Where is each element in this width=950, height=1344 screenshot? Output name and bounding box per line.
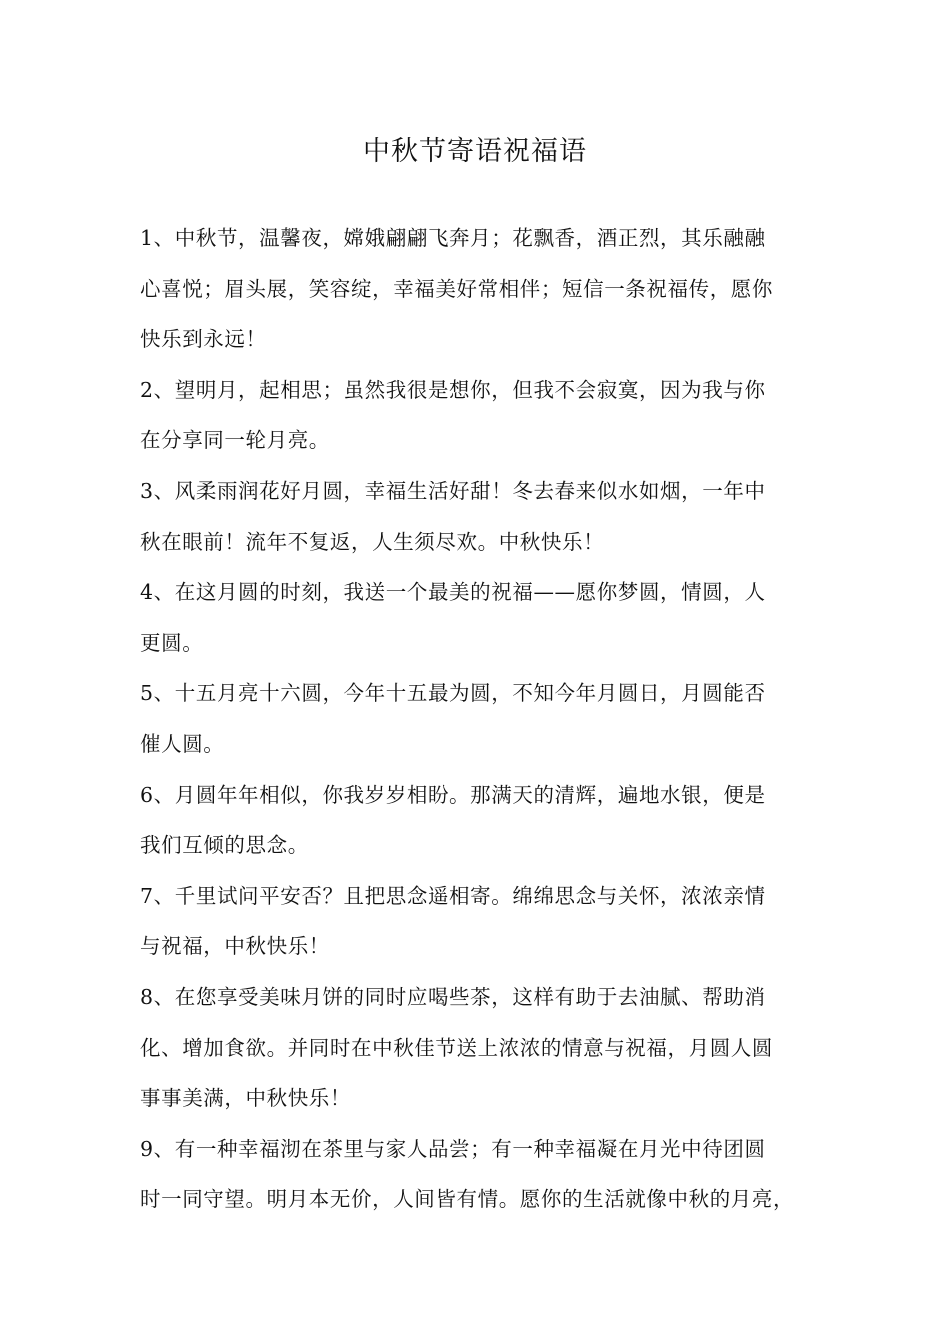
document-title: 中秋节寄语祝福语 [363,136,587,167]
paragraph-7: 7、千里试问平安否？且把思念遥相寄。绵绵思念与关怀，浓浓亲情 与祝福，中秋快乐！ [140,883,766,959]
paragraph-5: 5、十五月亮十六圆，今年十五最为圆，不知今年月圆日，月圆能否 催人圆。 [140,681,766,756]
paragraph-3: 3、风柔雨润花好月圆，幸福生活好甜！冬去春来似水如烟，一年中 秋在眼前！流年不复返，人生须尽欢。中秋快乐！ [140,478,766,554]
paragraph-8: 8、在您享受美味月饼的同时应喝些茶，这样有助于去油腻、帮助消 化、增加食欲。并同时在中秋佳节送上浓浓的情意与祝福，月圆人圆 事事美满，中秋快乐！ [140,984,773,1111]
paragraph-6: 6、月圆年年相似，你我岁岁相盼。那满天的清辉，遍地水银，便是 我们互倾的思念。 [140,782,766,858]
paragraph-1: 1、中秋节，温馨夜，嫦娥翩翩飞奔月；花飘香，酒正烈，其乐融融 心喜悦；眉头展，笑容绽，幸福美好常相伴；短信一条祝福传，愿你 快乐到永远！ [140,226,773,352]
document-body [140,213,830,1225]
paragraph-2: 2、望明月，起相思；虽然我很是想你，但我不会寂寞，因为我与你 在分享同一轮月亮。 [140,377,766,453]
paragraph-4: 4、在这月圆的时刻，我送一个最美的祝福——愿你梦圆，情圆，人 更圆。 [140,580,766,655]
paragraph-9: 9、有一种幸福沏在茶里与家人品尝；有一种幸福凝在月光中待团圆 时一同守望。明月本无价，人间皆有情。愿你的生活就像中秋的月亮， [140,1136,795,1212]
